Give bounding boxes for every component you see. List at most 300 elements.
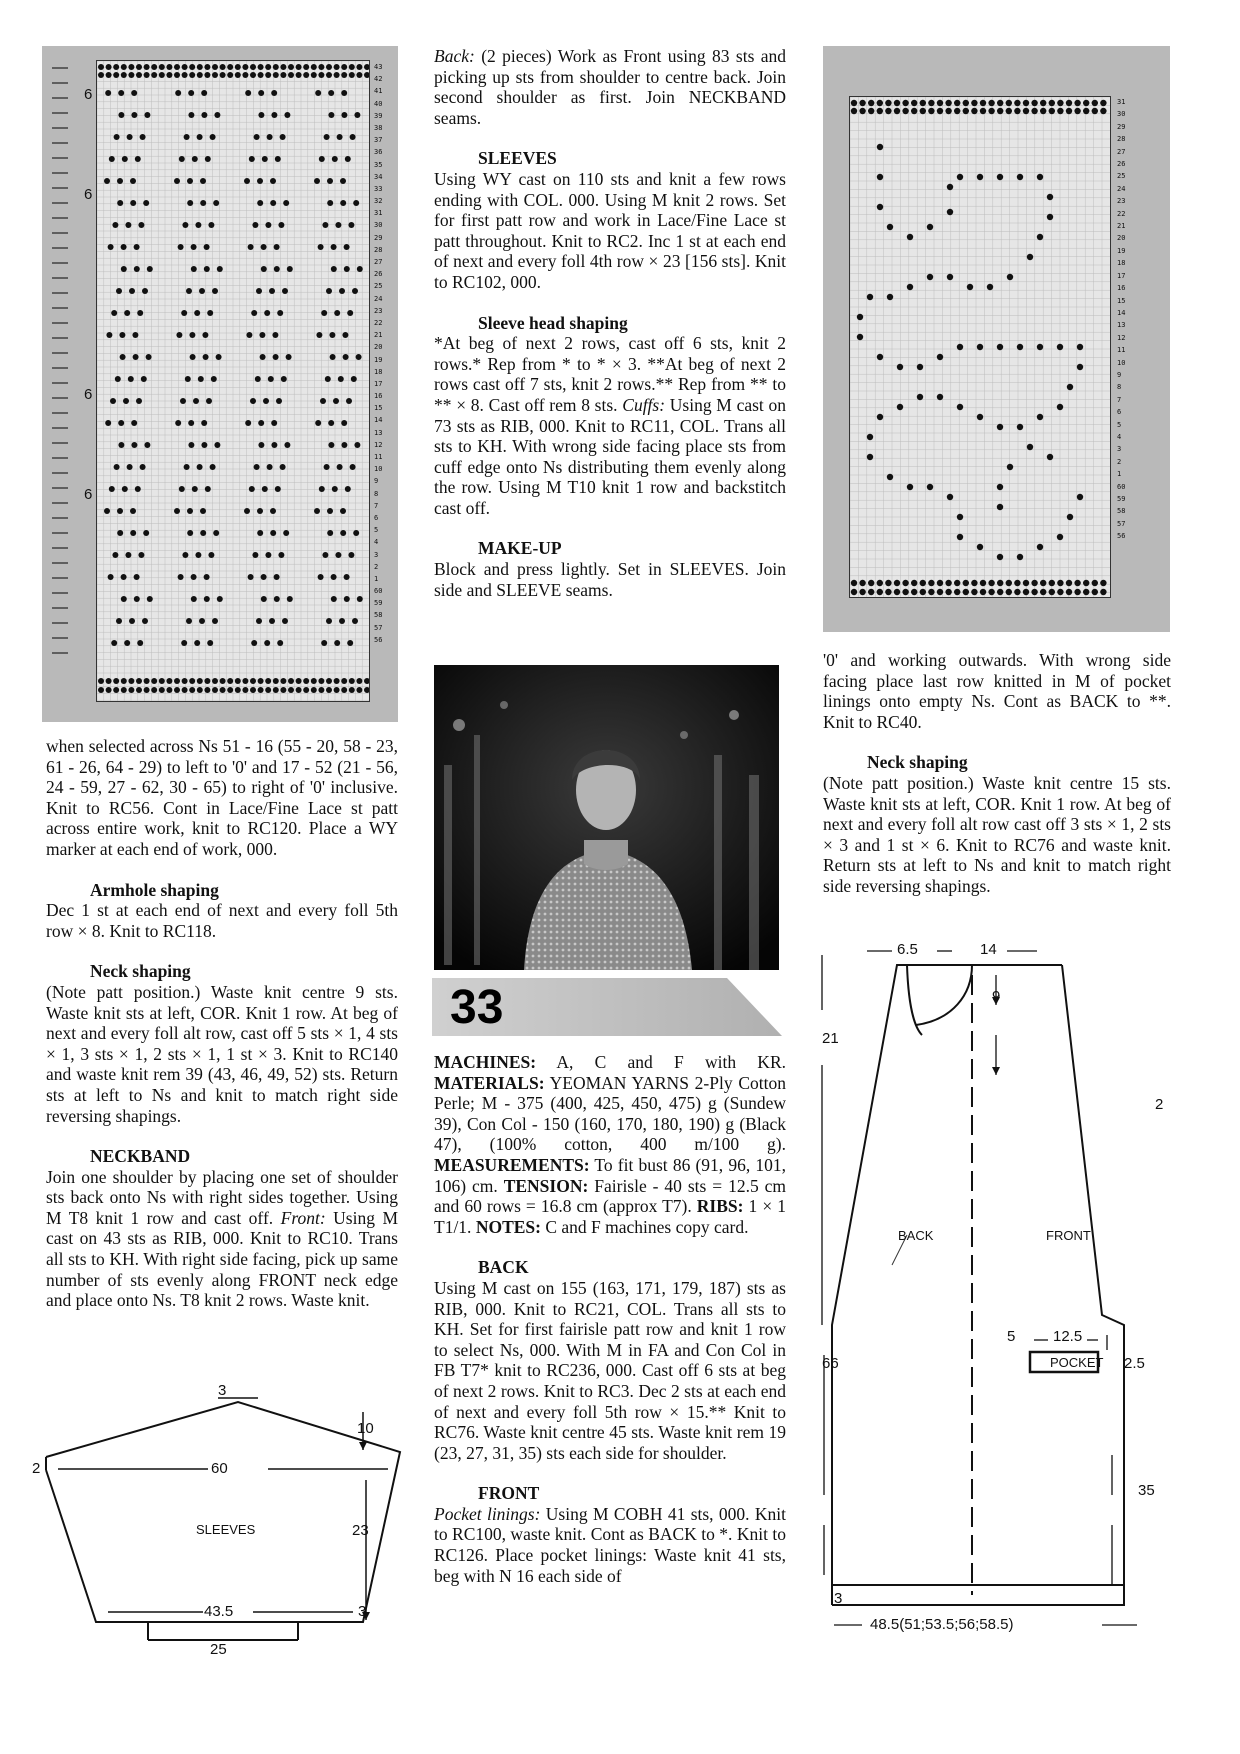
chart-stitch-dot bbox=[857, 314, 863, 320]
chart-stitch-dot bbox=[227, 678, 233, 684]
chart-stitch-dot bbox=[254, 464, 260, 470]
chart-stitch-dot bbox=[287, 266, 293, 272]
chart-stitch-dot bbox=[324, 134, 330, 140]
chart-stitch-dot bbox=[341, 420, 347, 426]
chart-stitch-dot bbox=[184, 464, 190, 470]
chart-row-number: 23 bbox=[1117, 197, 1126, 206]
chart-stitch-dot bbox=[242, 64, 248, 70]
chart-stitch-dot bbox=[244, 178, 250, 184]
chart-stitch-dot bbox=[189, 332, 195, 338]
chart-stitch-dot bbox=[212, 678, 218, 684]
chart-stitch-dot bbox=[335, 222, 341, 228]
chart-stitch-dot bbox=[216, 354, 222, 360]
chart-stitch-dot bbox=[1074, 589, 1080, 595]
chart-stitch-dot bbox=[106, 332, 112, 338]
chart-stitch-dot bbox=[318, 574, 324, 580]
chart-arrow-column bbox=[48, 60, 78, 660]
chart-row-number: 11 bbox=[1117, 346, 1126, 355]
pocket-width: 12.5 bbox=[1053, 1328, 1083, 1345]
chart-stitch-dot bbox=[1017, 554, 1023, 560]
chart-stitch-dot bbox=[124, 640, 130, 646]
chart-stitch-dot bbox=[980, 100, 986, 106]
chart-stitch-dot bbox=[1049, 589, 1055, 595]
chart-stitch-dot bbox=[179, 486, 185, 492]
chart-row-number: 28 bbox=[374, 245, 383, 254]
body-schematic bbox=[812, 935, 1172, 1635]
chart-row-number: 4 bbox=[374, 538, 379, 547]
chart-stitch-dot bbox=[198, 376, 204, 382]
chart-stitch-dot bbox=[275, 486, 281, 492]
chart-stitch-dot bbox=[258, 112, 264, 118]
chart-stitch-dot bbox=[877, 354, 883, 360]
chart-stitch-dot bbox=[120, 354, 126, 360]
chart-row-number: 31 bbox=[1117, 98, 1126, 106]
chart-stitch-dot bbox=[249, 486, 255, 492]
chart-stitch-dot bbox=[287, 596, 293, 602]
chart-stitch-dot bbox=[1067, 514, 1073, 520]
chart-stitch-dot bbox=[927, 484, 933, 490]
lace-chart-panel bbox=[42, 46, 398, 722]
chart-stitch-dot bbox=[200, 508, 206, 514]
chart-stitch-dot bbox=[1066, 108, 1072, 114]
chart-stitch-dot bbox=[265, 72, 271, 78]
chart-stitch-dot bbox=[280, 678, 286, 684]
chart-stitch-dot bbox=[117, 508, 123, 514]
chart-stitch-dot bbox=[911, 580, 917, 586]
chart-stitch-dot bbox=[220, 687, 226, 693]
chart-stitch-dot bbox=[106, 72, 112, 78]
chart-stitch-dot bbox=[320, 398, 326, 404]
chart-stitch-dot bbox=[182, 222, 188, 228]
chart-stitch-dot bbox=[1092, 580, 1098, 586]
chart-stitch-dot bbox=[174, 687, 180, 693]
specs-text: MACHINES: A, C and F with KR. MATERIALS: YEOMAN YARNS 2-Ply Cotton Perle; M - 375 (400, 425, 450, 475) g (Sundew 39), Con Col - 150 (160, 170, 180, 190) g (Black 47), (100% cotton, 400 m/100 g). MEASUREMENTS: To fit bust 86 (91, 96, 101, 106) cm. TENSION: Fairisle - 40 sts = 12.5 cm and 60 rows = 16.8 cm (approx T7). RIBS: 1 × 1 T1/1. NOTES: C and F machines copy card. bbox=[434, 1052, 786, 1237]
section-heading-front: FRONT bbox=[478, 1483, 540, 1504]
chart-stitch-dot bbox=[353, 200, 359, 206]
chart-stitch-dot bbox=[343, 354, 349, 360]
chart-stitch-dot bbox=[128, 72, 134, 78]
chart-stitch-dot bbox=[1074, 100, 1080, 106]
chart-row-number: 16 bbox=[374, 392, 383, 401]
chart-side-mark: 6 bbox=[84, 486, 93, 503]
chart-row-number: 31 bbox=[374, 209, 383, 218]
chart-row-number: 60 bbox=[374, 587, 383, 596]
chart-stitch-dot bbox=[189, 687, 195, 693]
chart-row-number: 18 bbox=[1117, 259, 1126, 268]
chart-row-number: 2 bbox=[1117, 457, 1122, 466]
chart-stitch-dot bbox=[159, 64, 165, 70]
chart-row-number: 14 bbox=[1117, 308, 1126, 317]
chart-stitch-dot bbox=[325, 376, 331, 382]
chart-stitch-dot bbox=[265, 222, 271, 228]
chart-stitch-dot bbox=[189, 72, 195, 78]
chart-stitch-dot bbox=[204, 244, 210, 250]
chart-stitch-dot bbox=[166, 687, 172, 693]
chart-stitch-dot bbox=[220, 678, 226, 684]
neck-depth: 9 bbox=[992, 988, 1001, 1005]
chart-stitch-dot bbox=[303, 72, 309, 78]
chart-stitch-dot bbox=[249, 156, 255, 162]
side-depth: 2 bbox=[1155, 1096, 1164, 1113]
chart-stitch-dot bbox=[851, 580, 857, 586]
chart-row-number: 19 bbox=[1117, 246, 1126, 255]
chart-stitch-dot bbox=[947, 274, 953, 280]
chart-stitch-dot bbox=[212, 288, 218, 294]
chart-stitch-dot bbox=[274, 596, 280, 602]
chart-stitch-dot bbox=[971, 589, 977, 595]
chart-stitch-dot bbox=[954, 589, 960, 595]
chart-stitch-dot bbox=[217, 596, 223, 602]
chart-stitch-dot bbox=[277, 640, 283, 646]
chart-row-number: 22 bbox=[374, 318, 383, 327]
chart-stitch-dot bbox=[1077, 364, 1083, 370]
chart-stitch-dot bbox=[195, 222, 201, 228]
chart-stitch-dot bbox=[147, 596, 153, 602]
chart-stitch-dot bbox=[937, 394, 943, 400]
chart-stitch-dot bbox=[1049, 100, 1055, 106]
chart-row-number: 11 bbox=[374, 453, 383, 461]
chart-stitch-dot bbox=[352, 288, 358, 294]
chart-stitch-dot bbox=[997, 100, 1003, 106]
chart-stitch-dot bbox=[339, 288, 345, 294]
body-length: 66 bbox=[822, 1355, 839, 1372]
chart-stitch-dot bbox=[920, 589, 926, 595]
chart-row-number: 15 bbox=[374, 404, 383, 413]
chart-stitch-dot bbox=[133, 354, 139, 360]
chart-stitch-dot bbox=[250, 64, 256, 70]
chart-stitch-dot bbox=[344, 266, 350, 272]
chart-stitch-dot bbox=[242, 72, 248, 78]
chart-row-number: 60 bbox=[1117, 482, 1126, 491]
chart-stitch-dot bbox=[186, 618, 192, 624]
chart-stitch-dot bbox=[345, 486, 351, 492]
chart-stitch-dot bbox=[349, 678, 355, 684]
chart-stitch-dot bbox=[202, 332, 208, 338]
chart-stitch-dot bbox=[867, 294, 873, 300]
chart-stitch-dot bbox=[1007, 464, 1013, 470]
chart-stitch-dot bbox=[997, 174, 1003, 180]
chart-stitch-dot bbox=[129, 288, 135, 294]
chart-row-number: 12 bbox=[1117, 333, 1126, 342]
chart-stitch-dot bbox=[201, 442, 207, 448]
chart-row-number: 58 bbox=[374, 611, 383, 620]
chart-stitch-dot bbox=[947, 209, 953, 215]
chart-stitch-dot bbox=[364, 687, 369, 693]
chart-row-number: 59 bbox=[1117, 495, 1126, 503]
front-label: FRONT bbox=[1046, 1228, 1091, 1243]
chart-stitch-dot bbox=[136, 678, 142, 684]
chart-stitch-dot bbox=[321, 640, 327, 646]
chart-stitch-dot bbox=[1066, 100, 1072, 106]
chart-stitch-dot bbox=[957, 404, 963, 410]
chart-row-number: 8 bbox=[374, 489, 379, 498]
chart-row-number: 13 bbox=[1117, 321, 1126, 330]
chart-stitch-dot bbox=[114, 134, 120, 140]
chart-stitch-dot bbox=[977, 174, 983, 180]
chart-stitch-dot bbox=[314, 508, 320, 514]
chart-stitch-dot bbox=[1014, 100, 1020, 106]
chart-stitch-dot bbox=[1027, 444, 1033, 450]
sleeve-top-width: 3 bbox=[218, 1382, 227, 1399]
chart-row-number: 25 bbox=[374, 282, 383, 291]
chart-stitch-dot bbox=[127, 134, 133, 140]
chart-stitch-dot bbox=[271, 112, 277, 118]
chart-stitch-dot bbox=[288, 64, 294, 70]
chart-stitch-dot bbox=[199, 618, 205, 624]
chart-stitch-dot bbox=[242, 687, 248, 693]
chart-row-number: 5 bbox=[1117, 420, 1122, 429]
chart-stitch-dot bbox=[250, 72, 256, 78]
chart-stitch-dot bbox=[113, 687, 119, 693]
chart-stitch-dot bbox=[1092, 100, 1098, 106]
chart-stitch-dot bbox=[337, 464, 343, 470]
chart-stitch-dot bbox=[1067, 384, 1073, 390]
chart-stitch-dot bbox=[283, 200, 289, 206]
chart-stitch-dot bbox=[197, 687, 203, 693]
chart-stitch-dot bbox=[271, 420, 277, 426]
chart-stitch-dot bbox=[128, 687, 134, 693]
chart-stitch-dot bbox=[181, 310, 187, 316]
chart-stitch-dot bbox=[1006, 108, 1012, 114]
chart-stitch-dot bbox=[273, 678, 279, 684]
chart-row-number: 26 bbox=[374, 270, 383, 279]
chart-stitch-dot bbox=[188, 420, 194, 426]
chart-stitch-dot bbox=[175, 90, 181, 96]
chart-stitch-dot bbox=[331, 244, 337, 250]
chart-stitch-dot bbox=[235, 678, 241, 684]
chart-stitch-dot bbox=[206, 398, 212, 404]
chart-stitch-dot bbox=[1014, 580, 1020, 586]
chart-stitch-dot bbox=[877, 144, 883, 150]
chart-stitch-dot bbox=[311, 72, 317, 78]
chart-stitch-dot bbox=[258, 72, 264, 78]
chart-stitch-dot bbox=[327, 508, 333, 514]
chart-row-number: 3 bbox=[1117, 445, 1122, 454]
chart-stitch-dot bbox=[342, 332, 348, 338]
chart-stitch-dot bbox=[927, 274, 933, 280]
chart-stitch-dot bbox=[118, 442, 124, 448]
chart-stitch-dot bbox=[328, 442, 334, 448]
chart-stitch-dot bbox=[118, 112, 124, 118]
chart-stitch-dot bbox=[877, 174, 883, 180]
chart-stitch-dot bbox=[187, 530, 193, 536]
chart-stitch-dot bbox=[185, 376, 191, 382]
chart-stitch-dot bbox=[357, 266, 363, 272]
chart-stitch-dot bbox=[245, 420, 251, 426]
chart-stitch-dot bbox=[135, 156, 141, 162]
section-heading-neck: Neck shaping bbox=[90, 961, 191, 982]
section-heading-neckband: NECKBAND bbox=[90, 1146, 191, 1167]
sleeve-label: SLEEVES bbox=[196, 1522, 256, 1537]
chart-row-number: 43 bbox=[374, 63, 383, 71]
chart-stitch-dot bbox=[920, 100, 926, 106]
section-heading-back: BACK bbox=[478, 1257, 529, 1278]
chart-stitch-dot bbox=[333, 398, 339, 404]
chart-stitch-dot bbox=[988, 589, 994, 595]
chart-row-number: 39 bbox=[374, 111, 383, 120]
chart-stitch-dot bbox=[937, 108, 943, 114]
sleeve-cuff-width: 43.5 bbox=[204, 1603, 234, 1620]
chart-stitch-dot bbox=[327, 200, 333, 206]
neck-width: 14 bbox=[980, 941, 997, 958]
back-label: BACK bbox=[898, 1228, 934, 1243]
chart-stitch-dot bbox=[288, 687, 294, 693]
middle-column-bottom bbox=[434, 1052, 786, 1586]
chart-stitch-dot bbox=[207, 640, 213, 646]
chart-stitch-dot bbox=[269, 288, 275, 294]
chart-stitch-dot bbox=[254, 134, 260, 140]
chart-stitch-dot bbox=[204, 687, 210, 693]
chart-stitch-dot bbox=[907, 234, 913, 240]
chart-stitch-dot bbox=[284, 442, 290, 448]
chart-row-number: 5 bbox=[374, 526, 379, 535]
chart-stitch-dot bbox=[143, 200, 149, 206]
chart-stitch-dot bbox=[211, 376, 217, 382]
chart-row-number: 16 bbox=[1117, 284, 1126, 293]
chart-stitch-dot bbox=[259, 332, 265, 338]
chart-stitch-dot bbox=[128, 64, 134, 70]
chart-stitch-dot bbox=[364, 678, 369, 684]
chart-stitch-dot bbox=[276, 398, 282, 404]
chart-stitch-dot bbox=[1017, 424, 1023, 430]
chart-stitch-dot bbox=[136, 398, 142, 404]
chart-row-number: 9 bbox=[1117, 370, 1122, 379]
chart-stitch-dot bbox=[204, 574, 210, 580]
chart-row-number: 15 bbox=[1117, 296, 1126, 305]
sleeve-length: 23 bbox=[352, 1522, 369, 1539]
chart-stitch-dot bbox=[980, 589, 986, 595]
chart-stitch-dot bbox=[190, 354, 196, 360]
chart-stitch-dot bbox=[213, 530, 219, 536]
chart-row-number: 7 bbox=[374, 501, 379, 510]
chart-stitch-dot bbox=[98, 687, 104, 693]
chart-stitch-dot bbox=[227, 72, 233, 78]
chart-stitch-dot bbox=[113, 64, 119, 70]
chart-stitch-dot bbox=[314, 178, 320, 184]
chart-stitch-dot bbox=[130, 508, 136, 514]
chart-stitch-dot bbox=[205, 156, 211, 162]
armhole-depth: 21 bbox=[822, 1030, 839, 1047]
sleeve-side-depth: 2 bbox=[32, 1460, 41, 1477]
chart-stitch-dot bbox=[286, 354, 292, 360]
chart-stitch-dot bbox=[311, 678, 317, 684]
chart-stitch-dot bbox=[877, 414, 883, 420]
chart-stitch-dot bbox=[204, 72, 210, 78]
chart-stitch-dot bbox=[98, 72, 104, 78]
chart-stitch-dot bbox=[1047, 194, 1053, 200]
chart-stitch-dot bbox=[260, 354, 266, 360]
chart-stitch-dot bbox=[258, 687, 264, 693]
chart-stitch-dot bbox=[131, 112, 137, 118]
chart-stitch-dot bbox=[128, 376, 134, 382]
chart-row-number: 27 bbox=[374, 258, 383, 266]
chart-stitch-dot bbox=[332, 156, 338, 162]
section-heading-sleeve-head: Sleeve head shaping bbox=[478, 312, 628, 333]
chart-stitch-dot bbox=[894, 589, 900, 595]
chart-row-number: 9 bbox=[374, 477, 379, 486]
chart-stitch-dot bbox=[122, 486, 128, 492]
chart-stitch-dot bbox=[316, 332, 322, 338]
lace-stitch-grid bbox=[96, 60, 370, 702]
chart-stitch-dot bbox=[248, 574, 254, 580]
chart-stitch-dot bbox=[262, 156, 268, 162]
chart-stitch-dot bbox=[242, 678, 248, 684]
chart-stitch-dot bbox=[280, 464, 286, 470]
chart-stitch-dot bbox=[1017, 344, 1023, 350]
chart-row-number: 10 bbox=[1117, 358, 1126, 367]
chart-stitch-dot bbox=[971, 100, 977, 106]
chart-stitch-dot bbox=[110, 398, 116, 404]
chart-stitch-dot bbox=[274, 266, 280, 272]
chart-stitch-dot bbox=[111, 640, 117, 646]
chart-stitch-dot bbox=[877, 108, 883, 114]
chart-side-mark: 6 bbox=[84, 86, 93, 103]
chart-stitch-dot bbox=[200, 178, 206, 184]
chart-row-number: 6 bbox=[374, 513, 379, 522]
right-column bbox=[823, 650, 1171, 897]
chart-stitch-dot bbox=[255, 376, 261, 382]
chart-row-number: 6 bbox=[1117, 408, 1122, 417]
chart-stitch-dot bbox=[885, 108, 891, 114]
chart-stitch-dot bbox=[1057, 344, 1063, 350]
chart-stitch-dot bbox=[887, 474, 893, 480]
pattern-number: 33 bbox=[450, 981, 504, 1034]
chart-stitch-dot bbox=[125, 222, 131, 228]
chart-row-numbers bbox=[374, 62, 394, 647]
chart-stitch-dot bbox=[134, 596, 140, 602]
chart-stitch-dot bbox=[212, 687, 218, 693]
chart-stitch-dot bbox=[351, 376, 357, 382]
chart-stitch-dot bbox=[1083, 580, 1089, 586]
chart-stitch-dot bbox=[917, 394, 923, 400]
chart-stitch-dot bbox=[269, 618, 275, 624]
chart-stitch-dot bbox=[347, 640, 353, 646]
chart-stitch-dot bbox=[937, 580, 943, 586]
section-heading-makeup: MAKE-UP bbox=[478, 538, 562, 559]
chart-stitch-dot bbox=[340, 178, 346, 184]
chart-row-number: 21 bbox=[374, 331, 383, 340]
chart-stitch-dot bbox=[109, 156, 115, 162]
chart-stitch-dot bbox=[144, 442, 150, 448]
chart-stitch-dot bbox=[347, 310, 353, 316]
chart-stitch-dot bbox=[263, 398, 269, 404]
chart-stitch-dot bbox=[937, 354, 943, 360]
chart-stitch-dot bbox=[273, 72, 279, 78]
chart-stitch-dot bbox=[278, 552, 284, 558]
chart-stitch-dot bbox=[324, 464, 330, 470]
chart-stitch-dot bbox=[971, 108, 977, 114]
chart-stitch-dot bbox=[208, 552, 214, 558]
chart-stitch-dot bbox=[270, 530, 276, 536]
chart-stitch-dot bbox=[273, 64, 279, 70]
chart-stitch-dot bbox=[1037, 344, 1043, 350]
chart-stitch-dot bbox=[859, 589, 865, 595]
chart-stitch-dot bbox=[341, 64, 347, 70]
chart-stitch-dot bbox=[326, 64, 332, 70]
chart-stitch-dot bbox=[220, 72, 226, 78]
chart-stitch-dot bbox=[1100, 108, 1106, 114]
chart-stitch-dot bbox=[344, 244, 350, 250]
chart-stitch-dot bbox=[303, 687, 309, 693]
chart-stitch-dot bbox=[182, 552, 188, 558]
chart-stitch-dot bbox=[112, 552, 118, 558]
chart-stitch-dot bbox=[1083, 589, 1089, 595]
middle-column-top bbox=[434, 46, 786, 600]
chart-stitch-dot bbox=[174, 678, 180, 684]
chart-stitch-dot bbox=[997, 554, 1003, 560]
chart-stitch-dot bbox=[212, 64, 218, 70]
chart-stitch-dot bbox=[283, 530, 289, 536]
